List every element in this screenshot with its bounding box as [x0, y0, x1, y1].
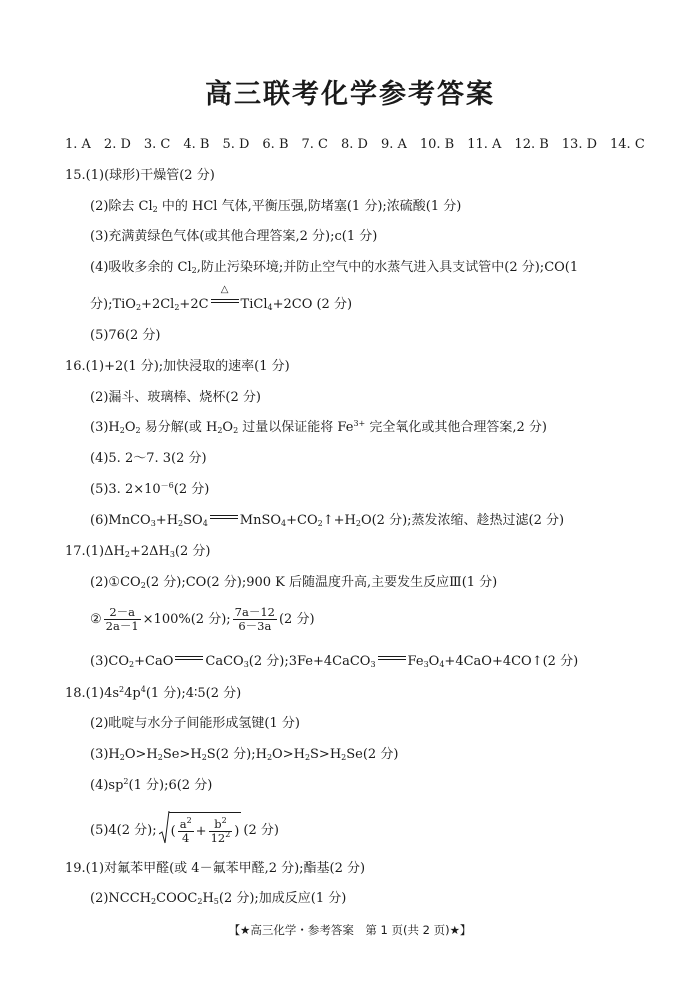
page-title: 高三联考化学参考答案: [205, 79, 495, 110]
choice-answers: 1. A 2. D 3. C 4. B 5. D 6. B 7. C 8. D 9. A 10. B 11. A 12. B 13. D 14. C: [65, 137, 645, 152]
q17-line-1: $17.(1)\Delta H_2+2\Delta H_3(2$ 分): [65, 544, 211, 559]
q18-line-2: (2)吡啶与水分子间能形成氢键(1 分): [90, 716, 300, 731]
q17-line-3: ② $\frac{2-a}{2a-1}$ ×100%(2 分); $\frac{7a-12}{6-3a}$ (2 分): [90, 605, 315, 633]
equals-sign: [210, 513, 238, 522]
q16-line-6: $(6)MnCO_3+H_2SO_4$ $MnSO_4+CO_2↑+H_2O(2$ 分);蒸发浓缩、趁热过滤(2 分): [90, 513, 565, 528]
q15-line-4: (4)吸收多余的 $Cl_2$,防止污染环境;并防止空气中的水蒸气进入具支试管中(2 分);CO(1: [90, 260, 579, 275]
equals-sign: [378, 654, 406, 663]
equals-sign: [175, 654, 203, 663]
q17-line-4: $(3)CO_2+CaO$ CaCO$_3$(2 分);3Fe+4CaCO$_3$ $Fe_3O_4+4CaO+4CO↑(2$ 分): [90, 654, 579, 669]
q18-line-3: $(3)H_2O>H_2Se>H_2S(2$ 分)$;H_2O>H_2S>H_2Se(2$ 分): [90, 747, 399, 762]
q16-line-5: (5)3. $2\times 10^{-6}(2$ 分): [90, 481, 210, 497]
q16-line-1: 16.(1)+2(1 分);加快浸取的速率(1 分): [65, 359, 290, 374]
q16-line-4: (4)5. 2～7. 3(2 分): [90, 451, 207, 466]
q18-line-1: $18.(1)4s^24p^4(1$ 分);4∶5(2 分): [65, 685, 242, 701]
q15-line-3: (3)充满黄绿色气体(或其他合理答案,2 分);c(1 分): [90, 229, 378, 244]
q17-line-2: $(2)①CO_2(2$ 分);CO(2 分);900 K 后随温度升高,主要发生反应Ⅲ(1 分): [90, 575, 498, 590]
radical-sign-icon: [159, 810, 170, 844]
q15-line-6: (5)76(2 分): [90, 328, 161, 343]
q15-line-2: (2)除去 $Cl_2$ 中的 HCl 气体,平衡压强,防堵塞(1 分);浓硫酸(1 分): [90, 199, 462, 214]
fraction-a2-over-4: $\frac{a^2}{4}$: [179, 816, 192, 845]
fraction-b2-over-12sq: $\frac{b^2}{12^2}$: [210, 816, 231, 845]
square-root: ( $\frac{a^2}{4}$ + $\frac{b^2}{12^2}$ ): [159, 812, 242, 849]
q18-line-4: $(4)sp^2(1$ 分);6(2 分): [90, 777, 213, 793]
q19-line-2: $(2)NCCH_2COOC_2H_5(2$ 分);加成反应(1 分): [90, 891, 347, 906]
fraction-1: $\frac{2-a}{2a-1}$: [105, 605, 139, 633]
q15-line-5: 分)$;TiO_2+2Cl_2+2C$ △ TiCl$_4$+2CO (2 分): [90, 284, 353, 312]
page-footer: 【★高三化学・参考答案 第 1 页(共 2 页)★】: [228, 923, 472, 937]
heating-equals-sign: △: [211, 297, 239, 306]
q19-line-1: 19.(1)对氟苯甲醛(或 4－氟苯甲醛,2 分);酯基(2 分): [65, 861, 366, 876]
q16-line-2: (2)漏斗、玻璃棒、烧杯(2 分): [90, 390, 261, 405]
q16-line-3: $(3)H_2O_2$ 易分解(或 $H_2O_2$ 过量以保证能将 $Fe^{3+}$ 完全氧化或其他合理答案,2 分): [90, 419, 547, 435]
q15-line-1: 15.(1)(球形)干燥管(2 分): [65, 168, 215, 183]
fraction-2: $\frac{7a-12}{6-3a}$: [234, 605, 275, 633]
q18-line-5: (5)4(2 分); ( $\frac{a^2}{4}$ + $\frac{b^2}{12^2}$ ) (2 分): [90, 812, 279, 849]
